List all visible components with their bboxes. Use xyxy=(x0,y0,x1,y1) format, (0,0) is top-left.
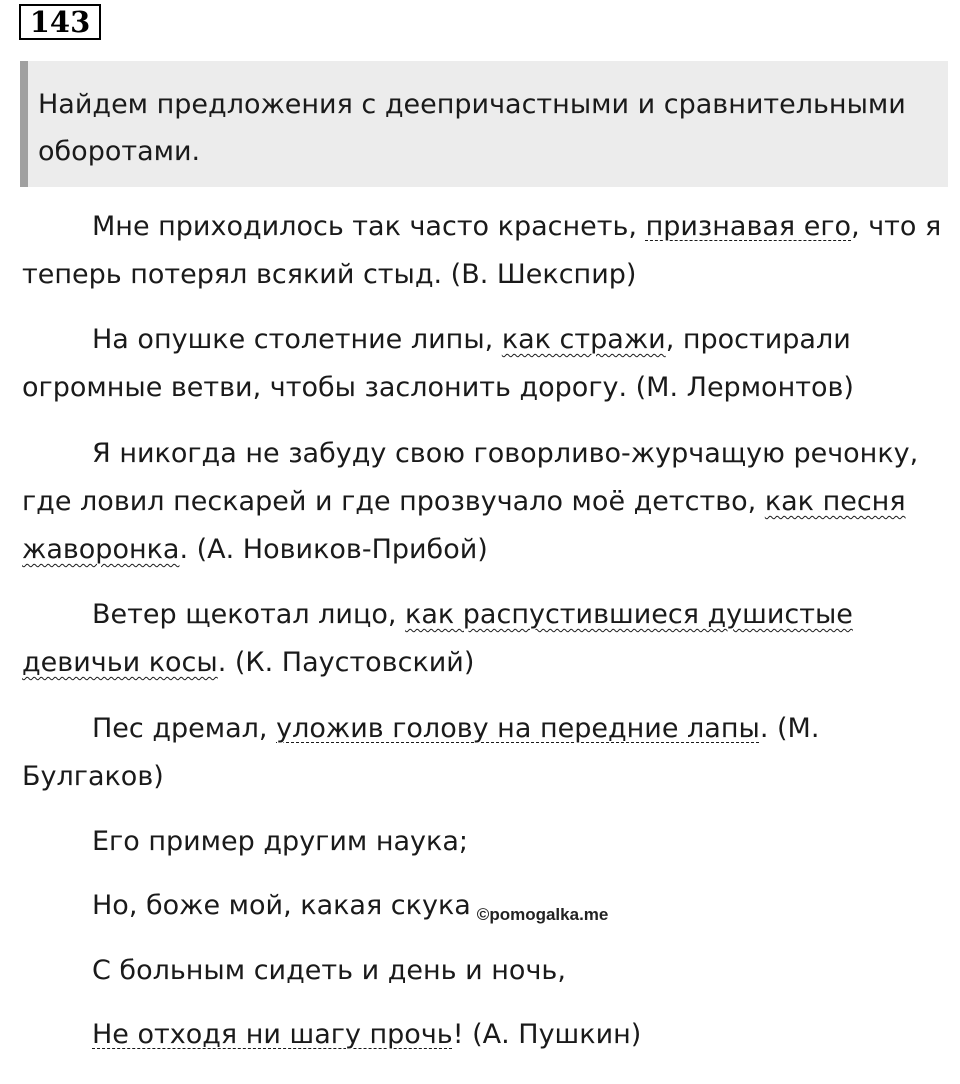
task-number-badge: 143 xyxy=(19,4,101,40)
paragraph-text: , простирали огромные ветви, чтобы заслонить дорогу. (М. Лермонтов) xyxy=(22,324,854,403)
paragraph-text: На опушке столетние липы, xyxy=(92,324,502,355)
verse-line-4 xyxy=(92,1011,952,1059)
verse-line-2 xyxy=(92,882,952,939)
paragraph-text: Мне приходилось так часто краснеть, xyxy=(92,211,646,242)
verse-line-3: С больным сидеть и день и ночь, xyxy=(92,955,566,986)
paragraph-text: Ветер щекотал лицо, xyxy=(92,599,406,630)
comparative-phrase: как стражи xyxy=(501,324,666,355)
example-paragraph-2 xyxy=(22,316,942,412)
paragraph-text: . (А. Новиков-Прибой) xyxy=(179,534,488,565)
paragraph-text: Пес дремал, xyxy=(92,713,277,744)
adverbial-participle-phrase: уложив голову на передние лапы xyxy=(276,713,760,744)
task-instruction-box: Найдем предложения с деепричастными и сравнительными оборотами. xyxy=(20,61,948,187)
verse-line-1: Его пример другим наука; xyxy=(92,826,468,857)
example-paragraph-1 xyxy=(22,203,942,299)
verse-text: Но, боже мой, какая скука xyxy=(92,890,471,921)
comparative-phrase: как песня жаворонка xyxy=(22,486,906,565)
example-paragraph-3 xyxy=(22,430,942,574)
adverbial-participle-phrase: признавая его xyxy=(645,211,852,242)
comparative-phrase: как распустившиеся душистые девичьи косы xyxy=(22,599,853,678)
paragraph-text: , что я теперь потерял всякий стыд. (В. Шекспир) xyxy=(22,211,942,290)
paragraph-text: Я никогда не забуду свою говорливо-журчащую речонку, где ловил пескарей и где прозвучало моё детство, xyxy=(22,438,919,517)
paragraph-text: . (К. Паустовский) xyxy=(217,647,475,678)
paragraph-text: . (М. Булгаков) xyxy=(22,713,820,792)
example-paragraph-5 xyxy=(22,705,942,801)
example-paragraph-4 xyxy=(22,591,942,687)
watermark: ©pomogalka.me xyxy=(476,905,609,924)
verse-text: ! (А. Пушкин) xyxy=(452,1019,642,1050)
adverbial-participle-phrase: Не отходя ни шагу прочь xyxy=(92,1019,453,1050)
